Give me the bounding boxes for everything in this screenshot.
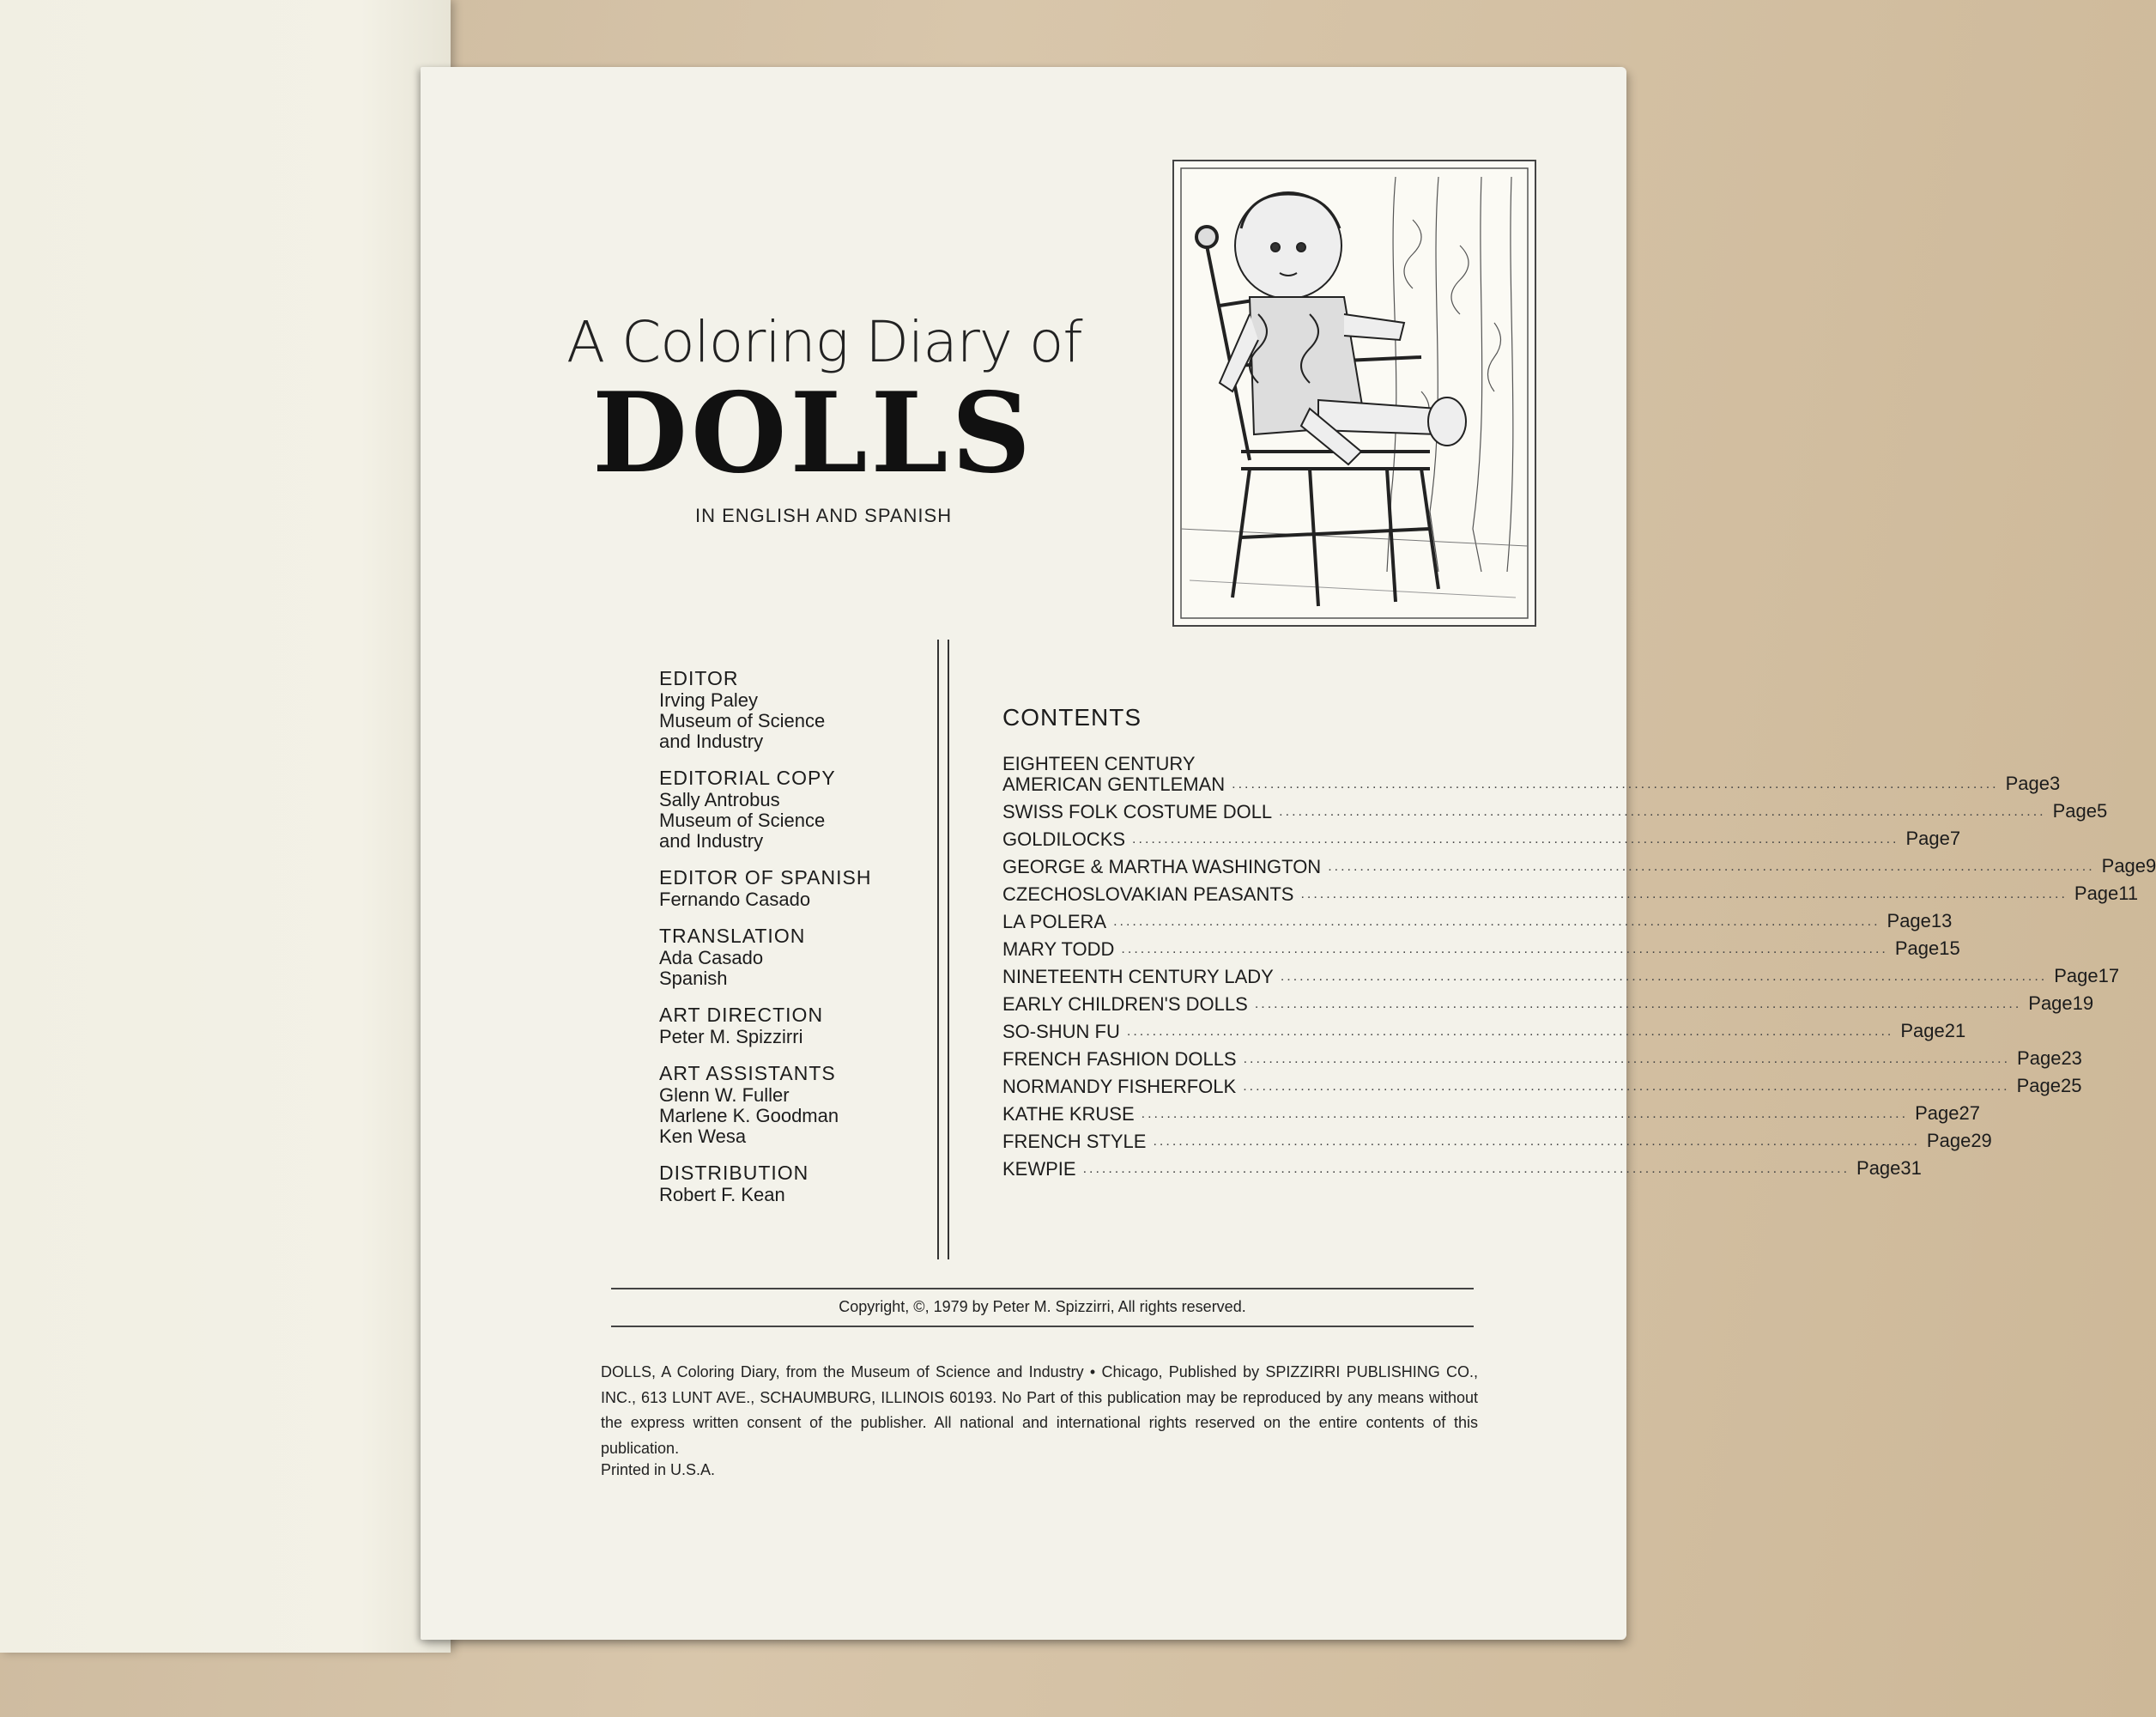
page-word: Page	[1856, 1157, 1901, 1179]
dot-leader: ........................................................................................................................	[1132, 832, 1899, 846]
credit-role: EDITOR OF SPANISH	[659, 866, 872, 889]
table-of-contents	[1002, 704, 2156, 1180]
copyright-line: Copyright, ©, 1979 by Peter M. Spizzirri, All rights reserved.	[839, 1298, 1246, 1315]
contents-entry	[1002, 960, 2120, 987]
contents-entry	[1002, 1015, 1966, 1042]
contents-entry-title: NORMANDY FISHERFOLK	[1002, 1076, 1237, 1097]
contents-entry-title: NINETEENTH CENTURY LADY	[1002, 966, 1274, 987]
contents-entry	[1002, 877, 2139, 905]
printed-in: Printed in U.S.A.	[601, 1461, 716, 1478]
page-number: 13	[1930, 910, 1953, 931]
dot-leader: ........................................................................................................................	[1141, 1107, 1909, 1121]
page-word: Page	[2052, 800, 2097, 822]
credit-name: Irving Paley	[659, 689, 758, 711]
dot-leader: ........................................................................................................................	[1279, 804, 2046, 819]
contents-entry	[1002, 1152, 1922, 1180]
left-page	[0, 0, 451, 1653]
contents-entry-title: FRENCH STYLE	[1002, 1131, 1147, 1152]
dot-leader: ........................................................................................................................	[1280, 969, 2048, 984]
credit-name: Robert F. Kean	[659, 1184, 785, 1205]
page-number: 15	[1939, 937, 1960, 959]
credit-name: and Industry	[659, 830, 764, 852]
credit-name: Glenn W. Fuller	[659, 1084, 790, 1106]
contents-entry	[1002, 932, 1960, 960]
page-word: Page	[2101, 855, 2147, 877]
credit-role: DISTRIBUTION	[659, 1162, 809, 1184]
doll-illustration	[1172, 160, 1536, 627]
credit-block	[659, 666, 934, 752]
dot-leader: ........................................................................................................................	[1126, 1024, 1894, 1039]
contents-entry	[1002, 850, 2156, 877]
page-word: Page	[1886, 910, 1931, 931]
page-number: 23	[2061, 1047, 2082, 1069]
publisher-notice: DOLLS, A Coloring Diary, from the Museum of Science and Industry • Chicago, Published by SPIZZIRRI PUBLISHING CO., INC., 613 LUNT AVE., SCHAUMBURG, ILLINOIS 60193. No Part of this publication may be reproduced by any means without the express written consent of the publisher. All national and international rights reserved on the entire contents of this publication.	[601, 1363, 1478, 1457]
credit-block	[659, 766, 934, 852]
contents-entry	[1002, 1125, 1992, 1152]
contents-entry-title: MARY TODD	[1002, 938, 1115, 960]
contents-entry	[1002, 795, 2108, 822]
page-number: 21	[1944, 1020, 1966, 1041]
page-number: 11	[2118, 883, 2139, 904]
credit-role: ART ASSISTANTS	[659, 1062, 836, 1084]
credit-name: Fernando Casado	[659, 889, 811, 910]
page-word: Page	[1905, 828, 1950, 849]
contents-entry-title: GEORGE & MARTHA WASHINGTON	[1002, 856, 1322, 877]
contents-heading: CONTENTS	[1002, 704, 1142, 731]
contents-entry	[1002, 822, 1961, 850]
contents-list	[1002, 750, 2156, 1180]
page-word: Page	[2005, 773, 2050, 794]
dot-leader: ........................................................................................................................	[1254, 997, 2022, 1011]
page-word: Page	[2016, 1075, 2062, 1096]
page-number: 5	[2097, 800, 2108, 822]
book-title: DOLLS	[592, 369, 1034, 498]
page-number: 3	[2049, 773, 2061, 794]
dot-leader: ........................................................................................................................	[1113, 914, 1880, 929]
credits-list	[659, 666, 934, 1219]
contents-entry-title: KEWPIE	[1002, 1158, 1076, 1180]
column-divider	[937, 640, 949, 1259]
credit-name: and Industry	[659, 731, 764, 752]
dot-leader: ........................................................................................................................	[1300, 887, 2068, 901]
contents-entry	[1002, 750, 2061, 795]
contents-entry-title: LA POLERA	[1002, 911, 1107, 932]
contents-entry-title: KATHE KRUSE	[1002, 1103, 1135, 1125]
contents-entry	[1002, 905, 1953, 932]
credit-name: Spanish	[659, 968, 728, 989]
contents-entry-title: EIGHTEEN CENTURY AMERICAN GENTLEMAN	[1002, 753, 1226, 795]
page-number: 19	[2072, 992, 2094, 1014]
dot-leader: ........................................................................................................................	[1243, 1079, 2010, 1094]
credit-block	[659, 1003, 934, 1047]
book-title-line: A Coloring Diary of	[566, 309, 1082, 375]
credit-name: Museum of Science	[659, 810, 826, 831]
contents-entry	[1002, 1042, 2082, 1070]
credit-role: TRANSLATION	[659, 925, 806, 947]
credit-name: Ken Wesa	[659, 1125, 747, 1147]
page-number: 31	[1900, 1157, 1922, 1179]
page-number: 9	[2146, 855, 2156, 877]
dot-leader: ........................................................................................................................	[1153, 1134, 1920, 1149]
credit-block	[659, 924, 934, 989]
page-word: Page	[1915, 1102, 1959, 1124]
contents-entry	[1002, 987, 2094, 1015]
page-number: 7	[1949, 828, 1961, 849]
bottom-rule	[611, 1326, 1474, 1327]
contents-entry	[1002, 1097, 1980, 1125]
page-number: 29	[1971, 1130, 1992, 1151]
page-word: Page	[1926, 1130, 1971, 1151]
credit-name: Sally Antrobus	[659, 789, 780, 810]
contents-entry-title: SO-SHUN FU	[1002, 1021, 1120, 1042]
page-word: Page	[2054, 965, 2098, 986]
credit-name: Museum of Science	[659, 710, 826, 731]
contents-entry-title: FRENCH FASHION DOLLS	[1002, 1048, 1237, 1070]
credit-block	[659, 1061, 934, 1147]
page-word: Page	[1894, 937, 1940, 959]
dot-leader: ........................................................................................................................	[1082, 1162, 1850, 1176]
credit-role: EDITORIAL COPY	[659, 767, 836, 789]
page-number: 25	[2061, 1075, 2082, 1096]
page-word: Page	[2074, 883, 2119, 904]
doll-on-chair-drawing	[1181, 168, 1528, 618]
contents-entry	[1002, 1070, 2082, 1097]
contents-entry-title: EARLY CHILDREN'S DOLLS	[1002, 993, 1248, 1015]
page-number: 17	[2098, 965, 2120, 986]
page-word: Page	[1900, 1020, 1945, 1041]
credit-block	[659, 865, 934, 910]
page-number: 27	[1959, 1102, 1980, 1124]
credit-name: Ada Casado	[659, 947, 764, 968]
credit-role: EDITOR	[659, 667, 739, 689]
dot-leader: ........................................................................................................................	[1328, 859, 2095, 874]
dot-leader: ........................................................................................................................	[1232, 777, 1999, 792]
credit-role: ART DIRECTION	[659, 1004, 824, 1026]
dot-leader: ........................................................................................................................	[1243, 1052, 2011, 1066]
credit-name: Peter M. Spizzirri	[659, 1026, 803, 1047]
top-rule	[611, 1288, 1474, 1289]
contents-entry-title: CZECHOSLOVAKIAN PEASANTS	[1002, 883, 1294, 905]
credit-block	[659, 1161, 934, 1205]
contents-entry-title: SWISS FOLK COSTUME DOLL	[1002, 801, 1273, 822]
book-subtitle: IN ENGLISH AND SPANISH	[695, 505, 953, 526]
dot-leader: ........................................................................................................................	[1121, 942, 1888, 956]
contents-entry-title: GOLDILOCKS	[1002, 828, 1126, 850]
page-word: Page	[2017, 1047, 2062, 1069]
credit-name: Marlene K. Goodman	[659, 1105, 839, 1126]
page-word: Page	[2028, 992, 2073, 1014]
